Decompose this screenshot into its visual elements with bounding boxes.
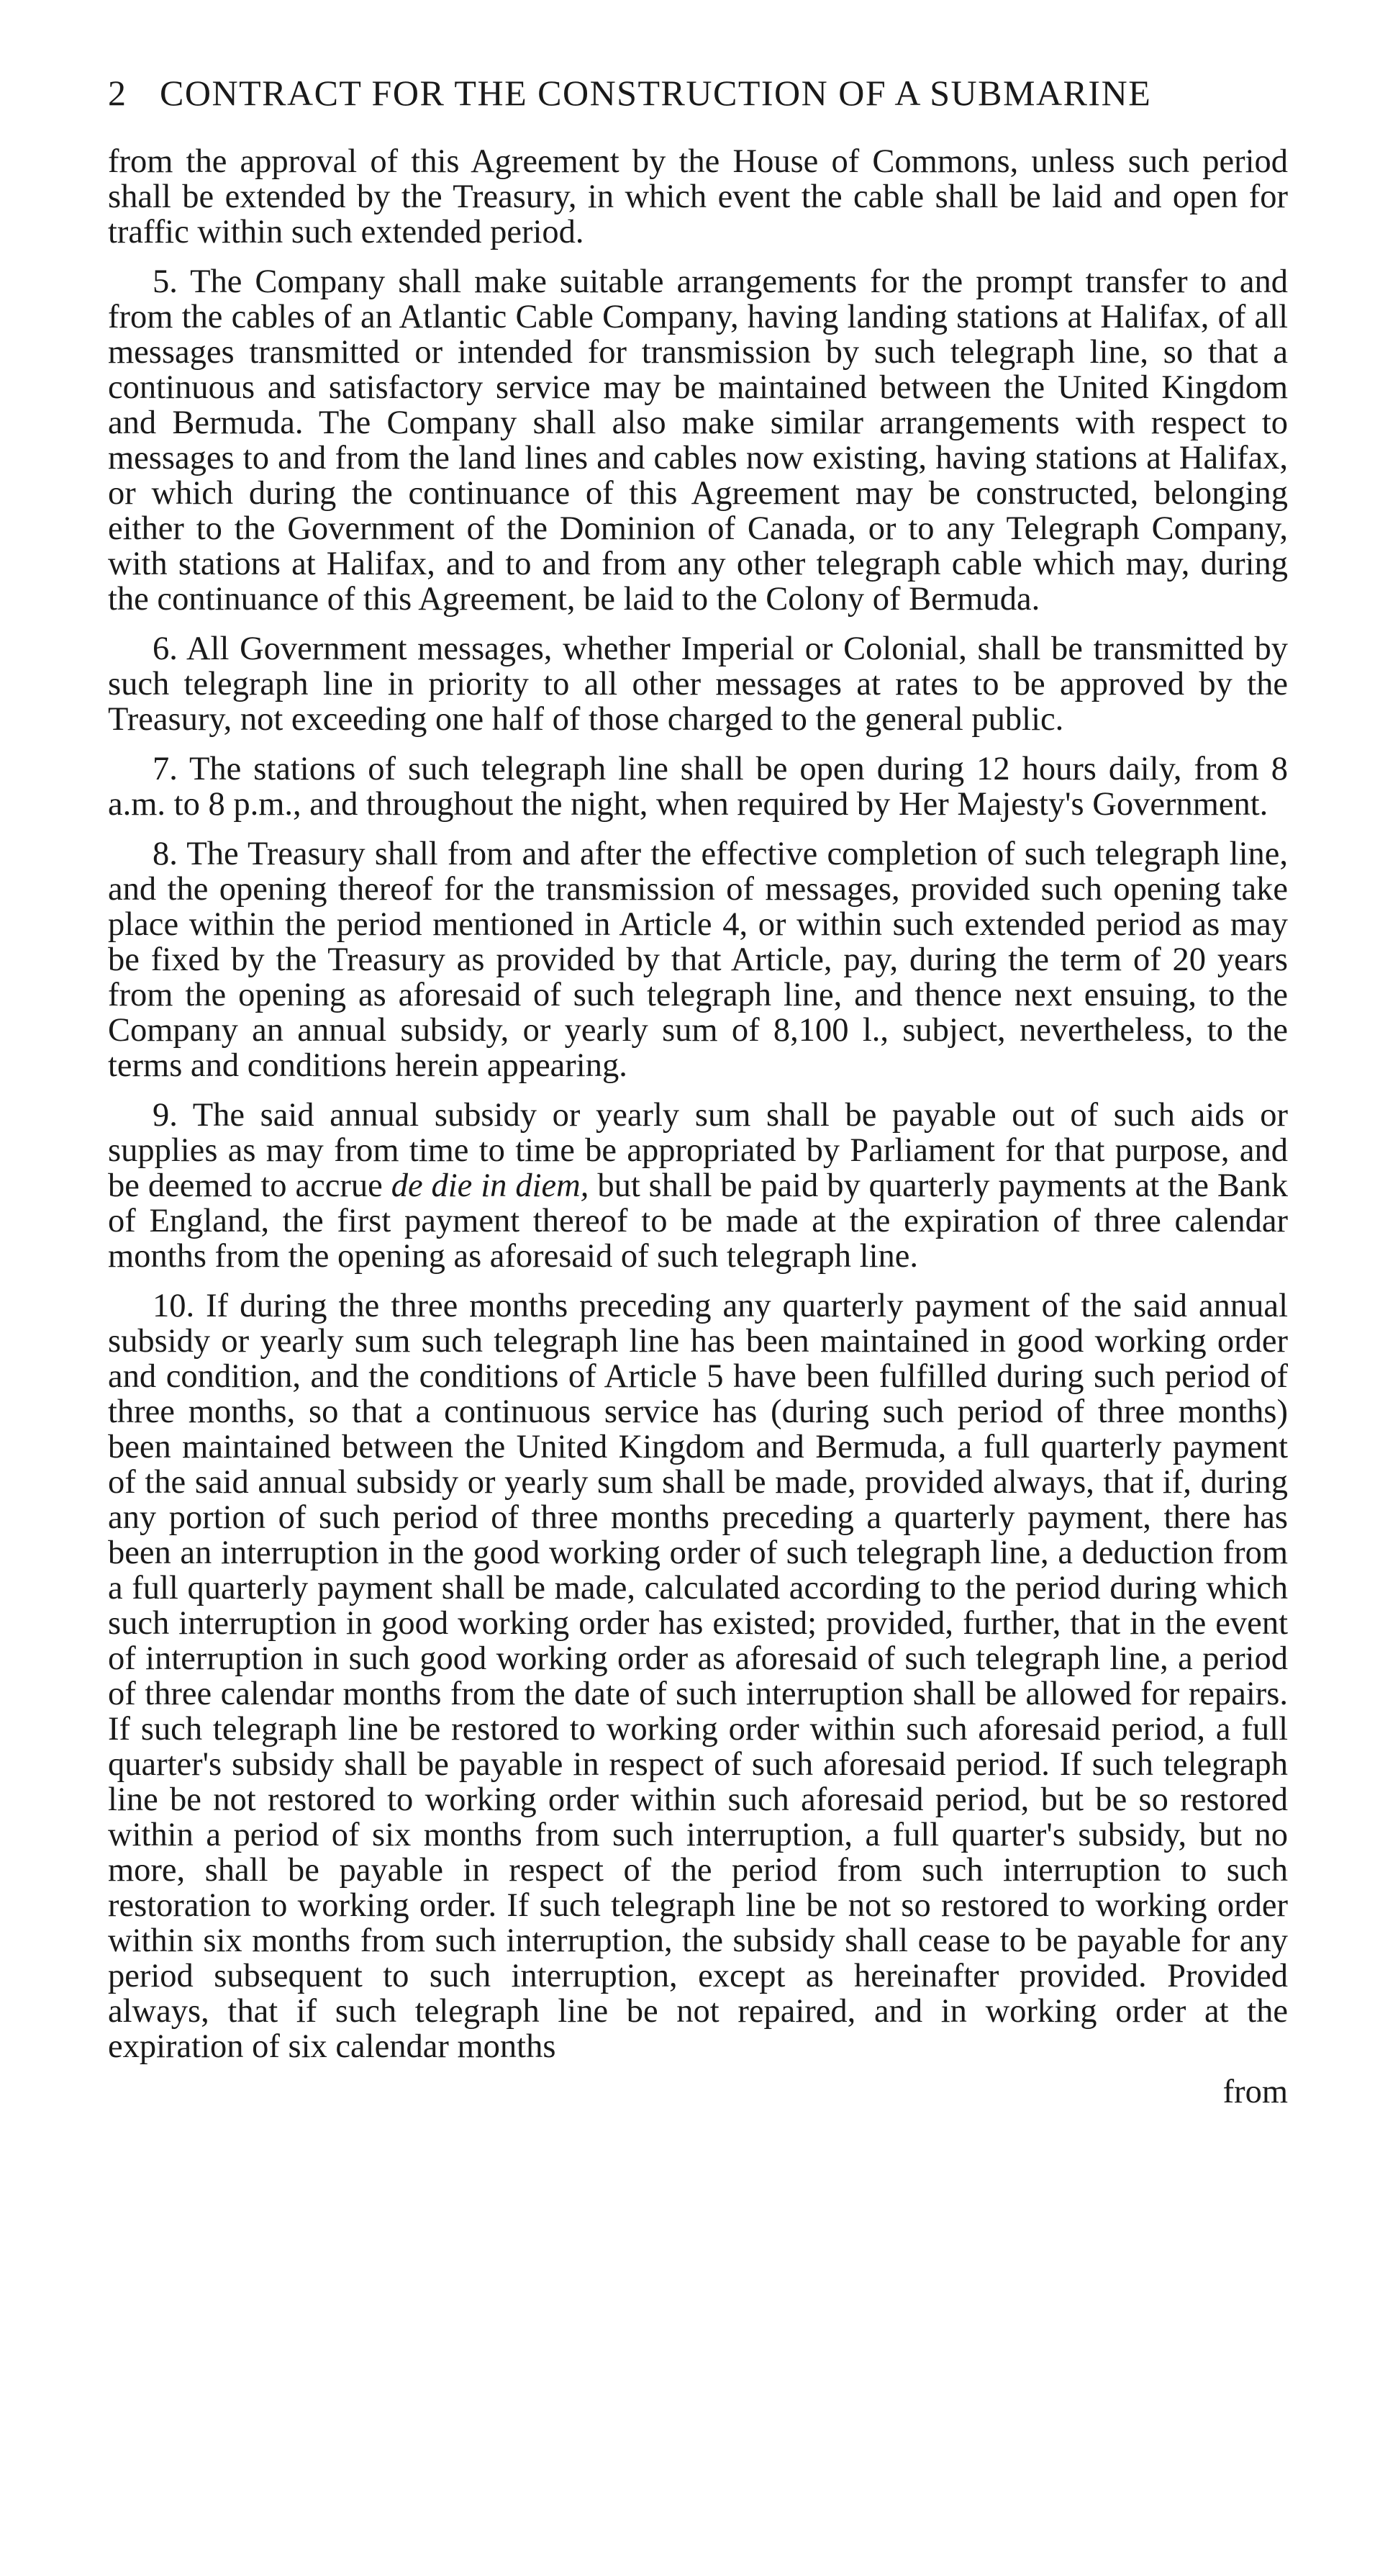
document-page [108,72,1288,2110]
latin-phrase: de die in diem, [391,1167,589,1204]
catchword: from [1222,2074,1288,2110]
paragraph-article-6: 6. All Government messages, whether Imperial or Colonial, shall be transmitted by such telegraph line in priority to all other messages at rates to be approved by the Treasury, not exceeding one half of those charged to the general public. [108,631,1288,738]
article-9-part-b: but shall be paid by quarterly payments at the Bank of England, the first payment thereof to be made at the expiration of three calendar months from the opening as aforesaid of such telegraph line. [108,1167,1288,1275]
paragraph-article-9 [108,1098,1288,1274]
paragraph-continuation: from the approval of this Agreement by the House of Commons, unless such period shall be extended by the Treasury, in which event the cable shall be laid and open for traffic within such extended period. [108,143,1288,250]
page-number: 2 [108,73,127,113]
page-header [108,72,1288,114]
paragraph-article-8: 8. The Treasury shall from and after the effective completion of such telegraph line, and the opening thereof for the transmission of messages, provided such opening take place within the period mentioned in Article 4, or within such extended period as may be fixed by the Treasury as provided by that Article, pay, during the term of 20 years from the opening as aforesaid of such telegraph line, and thence next ensuing, to the Company an annual subsidy, or yearly sum of 8,100 l., subject, nevertheless, to the terms and conditions herein appearing. [108,836,1288,1084]
running-title: CONTRACT FOR THE CONSTRUCTION OF A SUBMARINE [160,73,1152,113]
paragraph-article-7: 7. The stations of such telegraph line shall be open during 12 hours daily, from 8 a.m. to 8 p.m., and throughout the night, when required by Her Majesty's Government. [108,751,1288,823]
paragraph-article-10: 10. If during the three months preceding any quarterly payment of the said annual subsidy or yearly sum such telegraph line has been maintained in good working order and condition, and the conditions of Article 5 have been fulfilled during such period of three months, so that a continuous service has (during such period of three months) been maintained between the United Kingdom and Bermuda, a full quarterly payment of the said annual subsidy or yearly sum shall be made, provided always, that if, during any portion of such period of three months preceding a quarterly payment, there has been an interruption in the good working order of such telegraph line, a deduction from a full quarterly payment shall be made, calculated according to the period during which such interruption in good working order has existed; provided, further, that in the event of interruption in such good working order as aforesaid of such telegraph line, a period of three calendar months from the date of such interruption shall be allowed for repairs. If such telegraph line be restored to working order within such aforesaid period, a full quarter's subsidy shall be payable in respect of such aforesaid period. If such telegraph line be not restored to working order within such aforesaid period, but be so restored within a period of six months from such interruption, a full quarter's subsidy, but no more, shall be payable in respect of the period from such interruption to such restoration to working order. If such telegraph line be not so restored to working order within six months from such interruption, the subsidy shall cease to be payable for any period subsequent to such interruption, except as hereinafter provided. Provided always, that if such telegraph line be not repaired, and in working order at the expiration of six calendar months [108,1288,1288,2065]
article-9-part-a: 9. The said annual subsidy or yearly sum shall be payable out of such aids or supplies as may from time to time be appropriated by Parliament for that purpose, and be deemed to accrue [108,1097,1288,1204]
paragraph-article-5: 5. The Company shall make suitable arrangements for the prompt transfer to and from the cables of an Atlantic Cable Company, having landing stations at Halifax, of all messages transmitted or intended for transmission by such telegraph line, so that a continuous and satisfactory service may be maintained between the United Kingdom and Bermuda. The Company shall also make similar arrangements with respect to messages to and from the land lines and cables now existing, having stations at Halifax, or which during the continuance of this Agreement may be constructed, belonging either to the Government of the Dominion of Canada, or to any Telegraph Company, with stations at Halifax, and to and from any other telegraph cable which may, during the continuance of this Agreement, be laid to the Colony of Bermuda. [108,263,1288,618]
